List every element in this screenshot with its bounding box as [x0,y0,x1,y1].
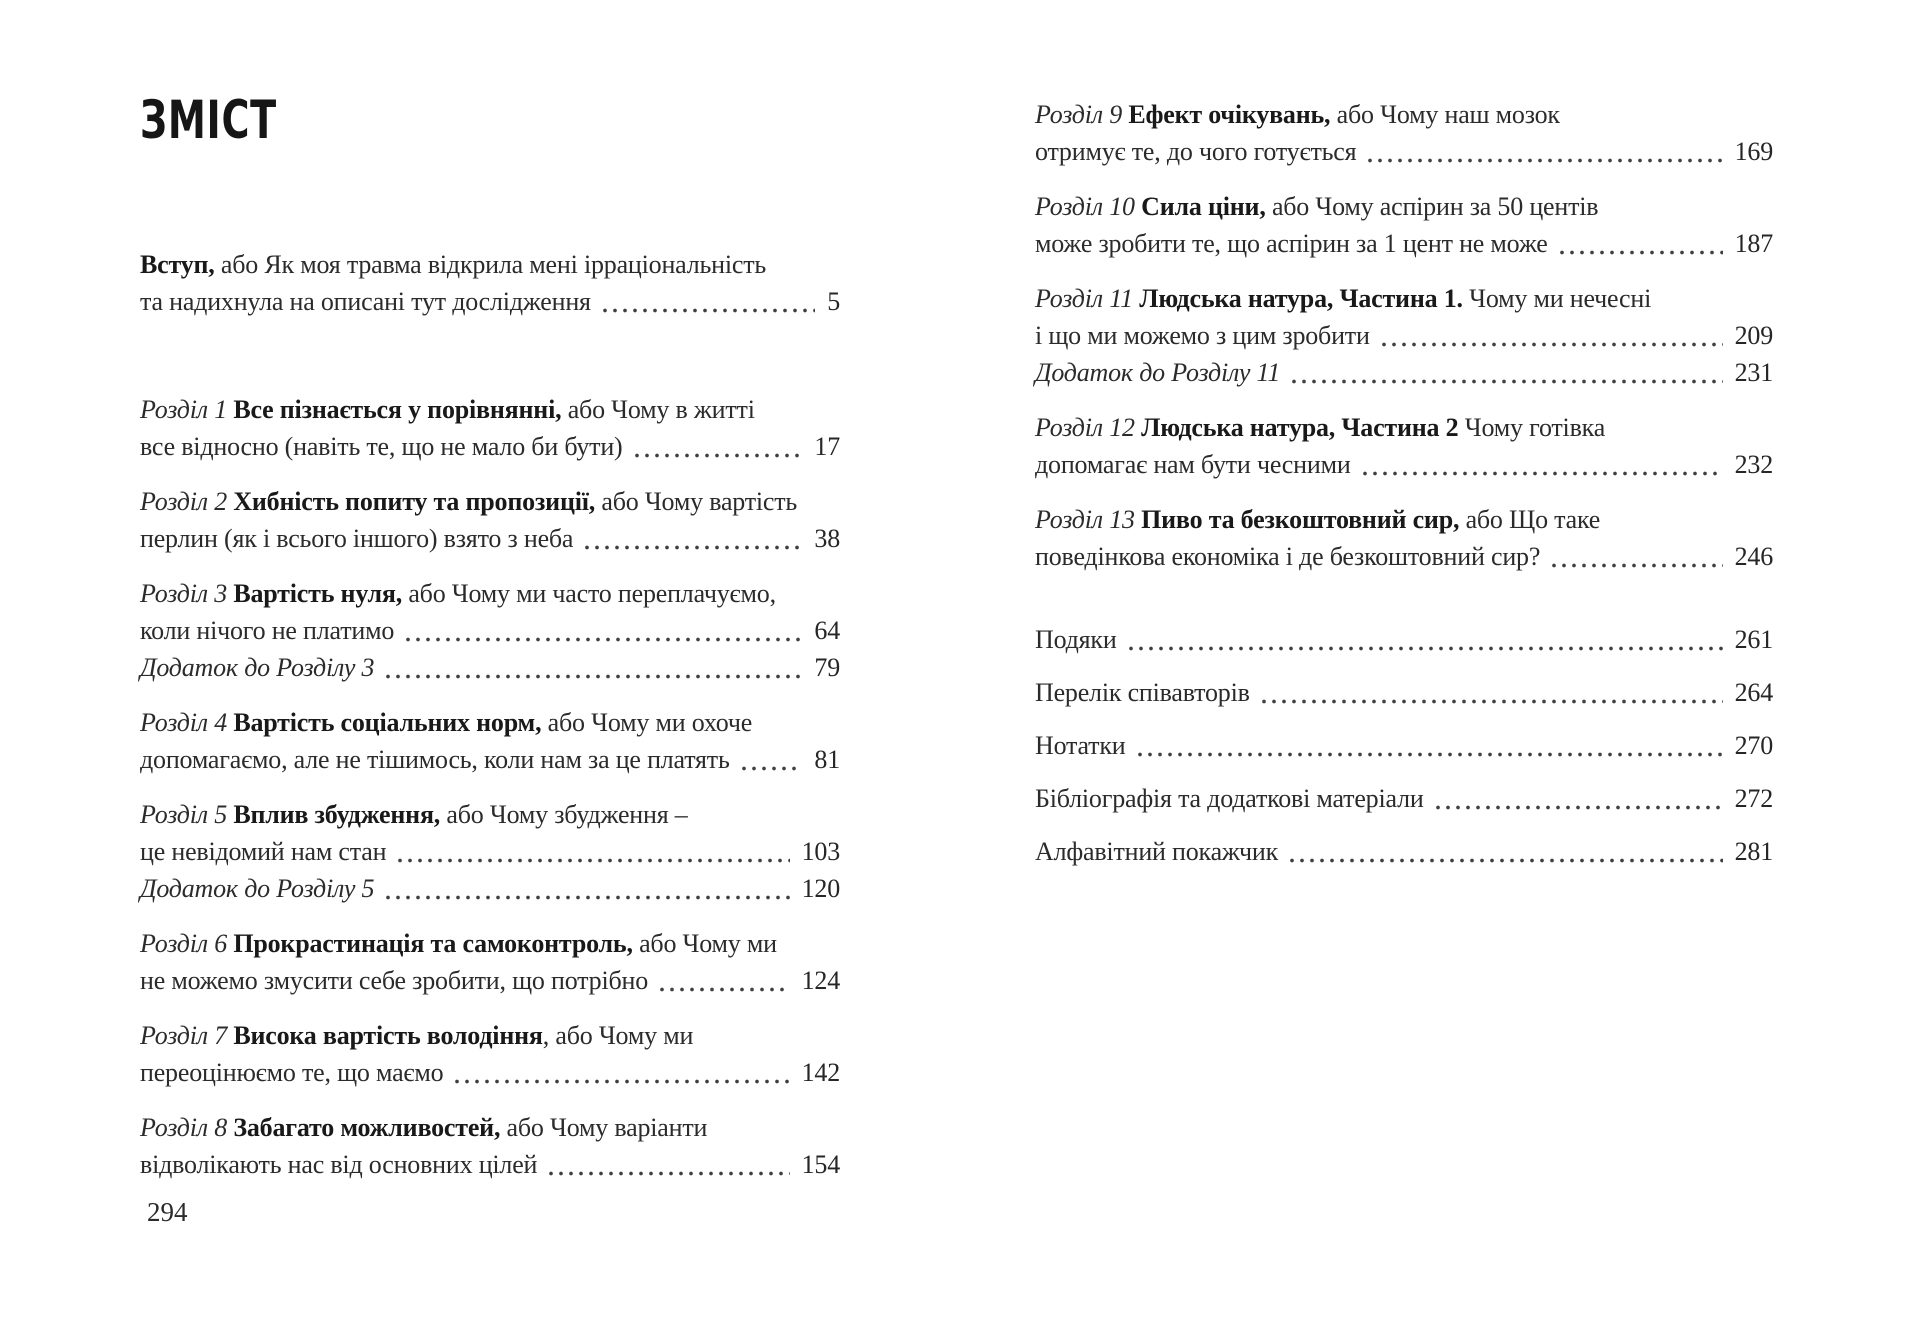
toc-text-segment: Вступ, [140,250,215,279]
leader-dots [1436,804,1723,811]
toc-line-text [140,575,776,612]
leader-dots [1363,470,1723,477]
toc-text-segment: Пиво та безкоштовний сир, [1141,505,1460,534]
toc-text-segment: Прокрастинація та самоконтроль, [233,929,633,958]
toc-text-segment: перлин (як і всього іншого) взято з неба [140,524,574,553]
leader-dots [1292,378,1722,385]
toc-text-segment: або Чому ми часто переплачуємо, [402,579,776,608]
toc-line [1035,225,1773,262]
toc-entry [1035,96,1773,170]
backmatter-section [1035,621,1773,870]
toc-line-text [140,1109,707,1146]
toc-text-segment: або Чому ми охоче [541,708,753,737]
toc-text-segment: поведінкова економіка і де безкоштовний сир? [1035,542,1541,571]
toc-text-segment: Розділ 12 [1035,413,1142,442]
leader-dots [635,452,803,459]
toc-text-segment: або Чому варіанти [500,1113,708,1142]
toc-text-segment: Чому готівка [1458,413,1606,442]
toc-line [140,483,840,520]
toc-entry [1035,833,1773,870]
toc-line-text [140,649,374,686]
toc-text-segment: допомагає нам бути чесними [1035,450,1351,479]
leader-dots [1552,562,1722,569]
toc-text-segment: Вартість соціальних норм, [233,708,542,737]
folio-page-number: 294 [147,1197,188,1227]
toc-text-segment: Сила ціни, [1141,192,1266,221]
page-title: ЗМІСТ [140,90,277,151]
toc-text-segment: Перелік співавторів [1035,678,1250,707]
toc-line-text [1035,225,1548,262]
toc-line [1035,317,1773,354]
toc-line-text [1035,446,1351,483]
toc-line-text [140,612,394,649]
toc-left-entries [140,246,840,1183]
toc-entry [1035,674,1773,711]
toc-entry [1035,188,1773,262]
toc-text-segment: отримує те, до чого готується [1035,137,1357,166]
toc-line-text [1035,538,1540,575]
toc-line [140,796,840,833]
toc-line-text [1035,354,1280,391]
leader-dots [406,636,802,643]
page-number: 103 [801,837,840,866]
toc-line-text [1035,409,1605,446]
leader-dots [1382,341,1723,348]
toc-line-text [1035,96,1560,133]
toc-text-segment: Людська натура, Частина 1. [1139,284,1463,313]
toc-entry [140,483,840,557]
leader-dots [1290,857,1723,864]
toc-line [1035,280,1773,317]
toc-text-segment: Додаток до Розділу 11 [1035,358,1281,387]
toc-text-segment: Бібліографія та додаткові матеріали [1035,784,1424,813]
toc-line-text [1035,727,1126,764]
toc-text-segment: Розділ 2 [140,487,234,516]
leader-dots [585,544,802,551]
page-number: 81 [814,745,840,774]
toc-line [140,391,840,428]
toc-text-segment: Нотатки [1035,731,1126,760]
toc-line [140,1017,840,1054]
leader-dots [1368,157,1722,164]
toc-text-segment: не можемо змусити себе зробити, що потрібно [140,966,649,995]
toc-right-entries [1035,96,1773,575]
toc-line [140,741,840,778]
toc-entry [140,1017,840,1091]
toc-line-text [1035,501,1600,538]
toc-line [1035,188,1773,225]
page-number: 264 [1734,678,1773,707]
toc-entry [1035,727,1773,764]
toc-entry [140,246,840,320]
page-number: 5 [827,287,840,316]
toc-line [140,246,840,283]
toc-text-segment: допомагаємо, але не тішимось, коли нам за це платять [140,745,730,774]
toc-text-segment: Розділ 10 [1035,192,1142,221]
toc-text-segment: Додаток до Розділу 5 [140,874,375,903]
toc-text-segment: Розділ 8 [140,1113,234,1142]
toc-line [1035,133,1773,170]
toc-line [140,704,840,741]
toc-line [140,612,840,649]
toc-line-text [140,1054,443,1091]
toc-line [1035,96,1773,133]
leader-dots [455,1078,789,1085]
toc-line-text [1035,833,1278,870]
page-number: 142 [801,1058,840,1087]
toc-line [140,428,840,465]
toc-line [1035,674,1773,711]
toc-line [1035,409,1773,446]
toc-text-segment: може зробити те, що аспірин за 1 цент не може [1035,229,1548,258]
page-number: 209 [1734,321,1773,350]
page-number: 231 [1734,358,1773,387]
toc-line-text [140,833,386,870]
toc-line-text [140,428,623,465]
toc-text-segment: або Чому в житті [561,395,755,424]
toc-line-text [140,1017,693,1054]
page-number: 169 [1734,137,1773,166]
toc-line-text [140,283,591,320]
toc-text-segment: Чому ми нечесні [1462,284,1652,313]
leader-dots [386,894,789,901]
toc-line [140,962,840,999]
toc-text-segment: Розділ 1 [140,395,234,424]
toc-line [140,1054,840,1091]
toc-text-segment: і що ми можемо з цим зробити [1035,321,1370,350]
toc-entry [140,704,840,778]
toc-line [140,520,840,557]
page-number: 154 [801,1150,840,1179]
toc-entry [140,575,840,686]
toc-entry [1035,280,1773,391]
toc-text-segment: Вплив збудження, [233,800,441,829]
toc-entry [140,391,840,465]
toc-text-segment: або Як моя травма відкрила мені ірраціональність [214,250,767,279]
toc-column-left [140,90,840,1201]
toc-text-segment: Ефект очікувань, [1128,100,1331,129]
toc-entry [140,925,840,999]
toc-line-text [140,741,730,778]
toc-entry [1035,501,1773,575]
toc-line-text [140,870,374,907]
toc-text-segment: та надихнула на описані тут дослідження [140,287,591,316]
toc-text-segment: Розділ 3 [140,579,234,608]
toc-text-segment: Розділ 9 [1035,100,1129,129]
toc-text-segment: або Чому наш мозок [1330,100,1560,129]
toc-line-text [140,1146,537,1183]
toc-entry [140,796,840,907]
toc-text-segment: або Чому вартість [595,487,798,516]
leader-dots [386,673,802,680]
toc-entry [1035,780,1773,817]
toc-line [1035,621,1773,658]
toc-text-segment: все відносно (навіть те, що не мало би бути) [140,432,623,461]
toc-line-text [140,962,648,999]
toc-text-segment: , або Чому ми [542,1021,694,1050]
toc-line [1035,538,1773,575]
page-number: 120 [801,874,840,903]
page-number: 246 [1734,542,1773,571]
toc-line-text [1035,133,1356,170]
toc-line-text [1035,674,1250,711]
toc-column-right [1035,96,1773,886]
page-number: 17 [814,432,840,461]
toc-line-text [140,796,688,833]
page-number: 270 [1734,731,1773,760]
toc-entry [1035,621,1773,658]
toc-entry [140,1109,840,1183]
toc-line [140,649,840,686]
toc-line-text [140,391,755,428]
toc-line-text [140,704,752,741]
leader-dots [603,307,815,314]
toc-text-segment: або Що таке [1459,505,1601,534]
toc-line [1035,727,1773,764]
leader-dots [1138,751,1723,758]
toc-text-segment: Забагато можливостей, [233,1113,501,1142]
toc-line [140,870,840,907]
toc-text-segment: Розділ 7 [140,1021,234,1050]
page-number: 232 [1734,450,1773,479]
leader-dots [742,765,803,772]
toc-line [1035,354,1773,391]
toc-line-text [1035,280,1651,317]
toc-line [140,833,840,870]
toc-line [1035,446,1773,483]
page-number: 281 [1734,837,1773,866]
toc-line-text [1035,780,1424,817]
leader-dots [549,1170,789,1177]
toc-line [140,1146,840,1183]
toc-text-segment: Розділ 4 [140,708,234,737]
leader-dots [1129,645,1723,652]
toc-line-text [140,483,797,520]
leader-dots [1560,249,1723,256]
toc-text-segment: Розділ 5 [140,800,234,829]
leader-dots [398,857,789,864]
toc-text-segment: переоцінюємо те, що маємо [140,1058,444,1087]
toc-text-segment: Людська натура, Частина 2 [1141,413,1459,442]
toc-text-segment: Все пізнається у порівнянні, [233,395,562,424]
toc-line [140,925,840,962]
toc-text-segment: Висока вартість володіння [233,1021,543,1050]
toc-entry [1035,409,1773,483]
toc-text-segment: Розділ 13 [1035,505,1142,534]
leader-dots [1262,698,1723,705]
toc-line-text [140,520,573,557]
page-number: 124 [801,966,840,995]
toc-line [140,283,840,320]
toc-line [1035,833,1773,870]
toc-line-text [1035,188,1598,225]
toc-text-segment: Розділ 11 [1035,284,1140,313]
page-number: 272 [1734,784,1773,813]
toc-text-segment: або Чому аспірин за 50 центів [1265,192,1599,221]
toc-text-segment: Подяки [1035,625,1117,654]
toc-text-segment: відволікають нас від основних цілей [140,1150,538,1179]
page-number: 79 [814,653,840,682]
toc-text-segment: Алфавітний покажчик [1035,837,1279,866]
toc-text-segment: коли нічого не платимо [140,616,395,645]
page-number: 38 [814,524,840,553]
toc-text-segment: Хибність попиту та пропозиції, [233,487,596,516]
toc-line-text [1035,317,1370,354]
leader-dots [660,986,790,993]
page-number: 187 [1734,229,1773,258]
toc-text-segment: або Чому ми [632,929,777,958]
page-number: 261 [1734,625,1773,654]
toc-text-segment: Вартість нуля, [233,579,403,608]
page-number: 64 [814,616,840,645]
toc-text-segment: Додаток до Розділу 3 [140,653,375,682]
toc-line-text [140,925,777,962]
toc-line [1035,501,1773,538]
toc-text-segment: Розділ 6 [140,929,234,958]
toc-line-text [1035,621,1117,658]
toc-line [140,1109,840,1146]
toc-line-text [140,246,766,283]
toc-line [1035,780,1773,817]
toc-text-segment: це невідомий нам стан [140,837,387,866]
toc-text-segment: або Чому збудження – [440,800,688,829]
toc-line [140,575,840,612]
